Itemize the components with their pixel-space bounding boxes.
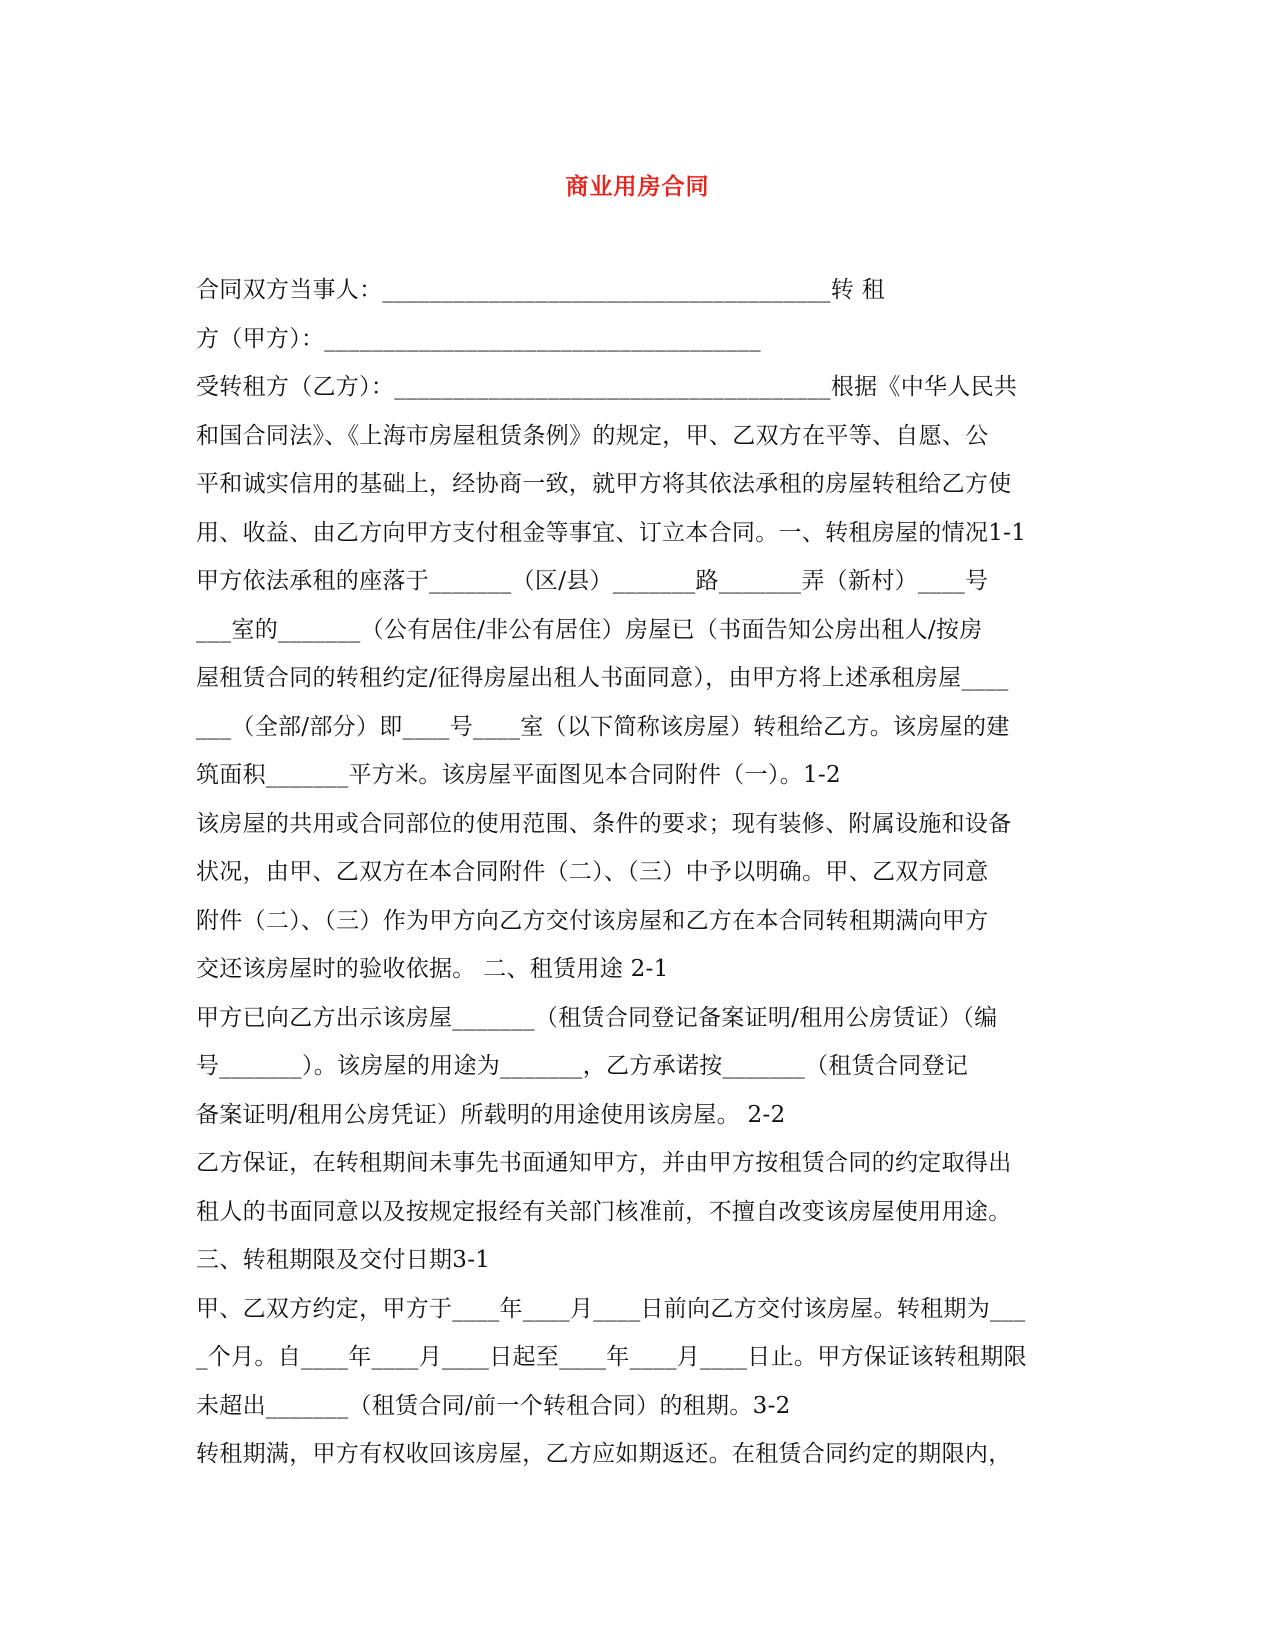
body-line: 合同双方当事人：______________________________________转 租 (196, 277, 886, 303)
contract-body (196, 266, 1096, 1479)
body-line: 甲方已向乙方出示该房屋_______（租赁合同登记备案证明/租用公房赁证）（编 (196, 1004, 998, 1031)
body-line: 转租期满，甲方有权收回该房屋，乙方应如期返还。在租赁合同约定的期限内， (196, 1441, 1012, 1467)
body-line: 未超出_______（租赁合同/前一个转租合同）的租期。3-2 (196, 1392, 791, 1419)
body-line: 三、转租期限及交付日期3-1 (196, 1247, 491, 1273)
body-line: 备案证明/租用公房凭证）所载明的用途使用该房屋。 2-2 (196, 1101, 786, 1128)
body-line: 状况，由甲、乙双方在本合同附件（二）、（三）中予以明确。甲、乙双方同意 (196, 859, 989, 885)
body-line: 交还该房屋时的验收依据。 二、租赁用途 2-1 (196, 956, 669, 982)
body-line: ___室的_______（公有居住/非公有居住）房屋已（书面告知公房出租人/按房 (196, 616, 983, 643)
body-line: 号_______）。该房屋的用途为_______，乙方承诺按_______（租赁合同登记 (196, 1053, 969, 1079)
body-line: 甲、乙双方约定，甲方于____年____月____日前向乙方交付该房屋。转租期为___ (196, 1295, 1026, 1322)
body-line: 方（甲方）：_____________________________________ (196, 325, 761, 352)
body-line: 甲方依法承租的座落于_______（区/县）_______路_______弄（新村）____号 (196, 568, 989, 594)
body-line: ___（全部/部分）即____号____室（以下简称该房屋）转租给乙方。该房屋的建 (196, 713, 1010, 740)
body-line: _个月。自____年____月____日起至____年____月____日止。甲方保证该转租期限 (196, 1344, 1027, 1370)
body-line: 平和诚实信用的基础上，经协商一致，就甲方将其依法承租的房屋转租给乙方使 (196, 471, 1012, 497)
body-line: 筑面积_______平方米。该房屋平面图见本合同附件（一）。1-2 (196, 762, 841, 788)
body-line: 乙方保证，在转租期间未事先书面通知甲方，并由甲方按租赁合同的约定取得出 (196, 1150, 1012, 1176)
body-line: 受转租方（乙方）：_____________________________________根据《中华人民共 (196, 374, 1018, 400)
body-line: 和国合同法》、《上海市房屋租赁条例》的规定，甲、乙双方在平等、自愿、公 (196, 422, 989, 449)
body-line: 用、收益、由乙方向甲方支付租金等事宜、订立本合同。一、转租房屋的情况1-1 (196, 519, 1027, 546)
document-title: 商业用房合同 (565, 174, 710, 200)
body-line: 附件（二）、（三）作为甲方向乙方交付该房屋和乙方在本合同转租期满向甲方 (196, 907, 989, 934)
body-line: 租人的书面同意以及按规定报经有关部门核准前，不擅自改变该房屋使用用途。 (196, 1198, 1012, 1225)
body-line: 屋租赁合同的转租约定/征得房屋出租人书面同意），由甲方将上述承租房屋____ (196, 665, 1009, 691)
body-line: 该房屋的共用或合同部位的使用范围、条件的要求；现有装修、附属设施和设备 (196, 810, 1012, 837)
